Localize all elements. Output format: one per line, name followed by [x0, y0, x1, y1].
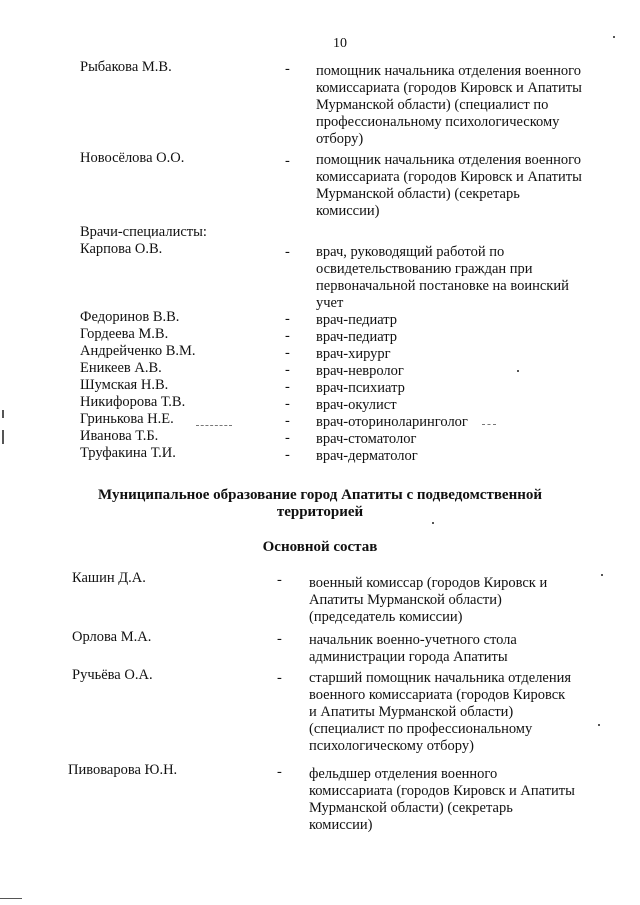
doctor-role: врач-оториноларинголог [316, 414, 468, 430]
doctor-role: врач-педиатр [316, 312, 398, 328]
entry-dash: - [285, 413, 290, 429]
member-role: военный комиссар (городов Кировск и Апатиты Мурманской области) (председатель комиссии) [309, 575, 548, 625]
doctor-role: врач-психиатр [316, 380, 405, 396]
doctor-role: врач-окулист [316, 397, 397, 413]
doctor-name: Гордеева М.В. [80, 326, 169, 342]
scan-speck [517, 370, 519, 372]
scan-speck [598, 724, 600, 726]
section-subtitle: Основной состав [262, 539, 378, 555]
entry-dash: - [285, 244, 290, 260]
doctor-name: Гринькова Н.Е. [80, 411, 174, 427]
member-name: Ручьёва О.А. [72, 667, 153, 683]
scan-dotted-mark [482, 424, 496, 425]
member-role: начальник военно-учетного стола администрации города Апатиты [309, 632, 517, 665]
member-role: фельдшер отделения военного комиссариата (городов Кировск и Апатиты Мурманской области) (секретарь комиссии) [309, 766, 575, 833]
page-number: 10 [333, 36, 347, 51]
entry-dash: - [277, 670, 282, 686]
doctor-name: Еникеев А.В. [80, 360, 162, 376]
scan-edge-mark [2, 430, 4, 444]
doctor-name: Шумская Н.В. [80, 377, 169, 393]
scan-speck [601, 574, 603, 576]
scan-speck [432, 522, 434, 524]
doctor-role: врач-педиатр [316, 329, 398, 345]
member-name: Орлова М.А. [72, 629, 152, 645]
entry-dash: - [277, 631, 282, 647]
scan-edge-mark [0, 898, 22, 899]
member-name: Кашин Д.А. [72, 570, 146, 586]
entry-dash: - [285, 345, 290, 361]
member-name: Карпова О.В. [80, 241, 163, 257]
member-role: помощник начальника отделения военного комиссариата (городов Кировск и Апатиты Мурманской области) (секретарь комиссии) [316, 152, 582, 219]
scan-edge-mark [2, 410, 4, 418]
entry-dash: - [285, 430, 290, 446]
section-title: Муниципальное образование город Апатиты с подведомственной территорией [97, 487, 543, 520]
entry-dash: - [285, 61, 290, 77]
member-name: Рыбакова М.В. [80, 59, 172, 75]
member-name: Новосёлова О.О. [80, 150, 185, 166]
entry-dash: - [285, 311, 290, 327]
entry-dash: - [285, 396, 290, 412]
entry-dash: - [285, 379, 290, 395]
member-role: врач, руководящий работой по освидетельствованию граждан при первоначальной постановке на воинский учет [316, 244, 569, 311]
entry-dash: - [277, 764, 282, 780]
entry-dash: - [285, 447, 290, 463]
entry-dash: - [285, 362, 290, 378]
doctor-name: Иванова Т.Б. [80, 428, 159, 444]
doctor-role: врач-стоматолог [316, 431, 417, 447]
entry-dash: - [277, 572, 282, 588]
doctor-name: Труфакина Т.И. [80, 445, 176, 461]
specialists-label: Врачи-специалисты: [80, 224, 207, 240]
doctor-name: Андрейченко В.М. [80, 343, 196, 359]
scan-speck [613, 36, 615, 38]
scan-dotted-mark [196, 425, 232, 426]
entry-dash: - [285, 153, 290, 169]
doctor-role: врач-хирург [316, 346, 391, 362]
member-name: Пивоварова Ю.Н. [68, 762, 178, 778]
doctor-name: Федоринов В.В. [80, 309, 180, 325]
member-role: помощник начальника отделения военного комиссариата (городов Кировск и Апатиты Мурманской области) (специалист по профессиональному психологическому отбору) [316, 63, 582, 147]
doctor-name: Никифорова Т.В. [80, 394, 186, 410]
member-role: старший помощник начальника отделения военного комиссариата (городов Кировск и Апатиты Мурманской области) (специалист по профессиональному психологическому отбору) [309, 670, 572, 754]
doctor-role: врач-дерматолог [316, 448, 418, 464]
entry-dash: - [285, 328, 290, 344]
doctor-role: врач-невролог [316, 363, 404, 379]
